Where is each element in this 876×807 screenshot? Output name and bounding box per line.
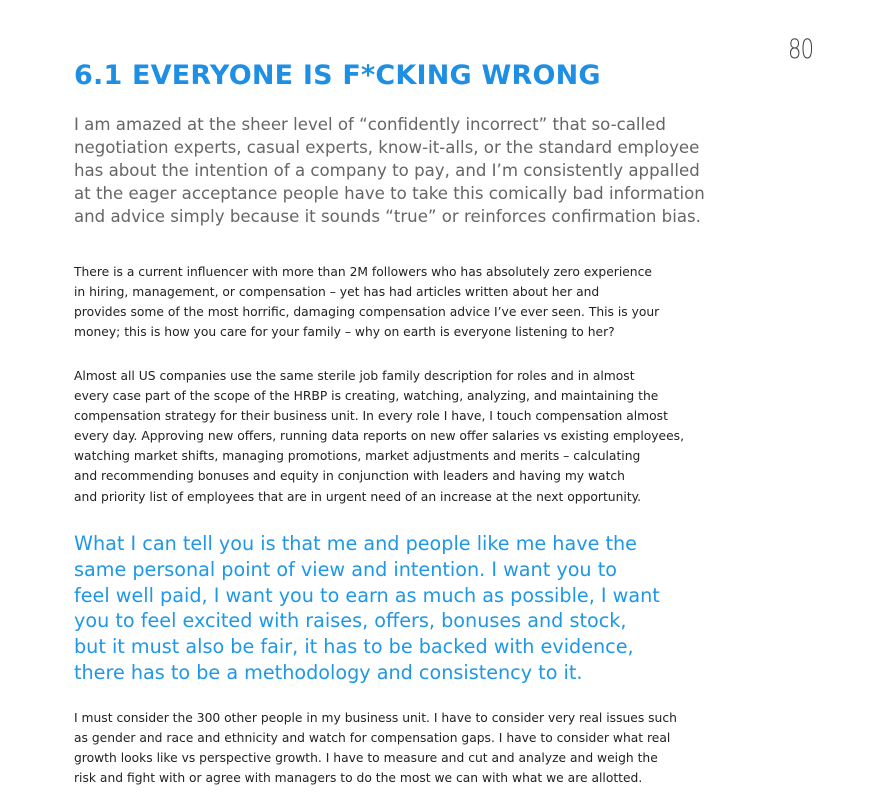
body-line: I must consider the 300 other people in my business unit. I have to consider very real issues such bbox=[74, 711, 677, 725]
body-line: money; this is how you care for your family – why on earth is everyone listening to her? bbox=[74, 325, 615, 340]
body-line: watching market shifts, managing promotions, market adjustments and merits – calculating bbox=[74, 449, 641, 464]
quote-line: What I can tell you is that me and people like me have the bbox=[74, 532, 637, 555]
section-title: 6.1 EVERYONE IS F*CKING WRONG bbox=[74, 60, 601, 91]
body-line: compensation strategy for their business unit. In every role I have, I touch compensation almost bbox=[74, 409, 668, 424]
body-line: Almost all US companies use the same sterile job family description for roles and in almost bbox=[74, 369, 635, 383]
body-paragraph-business-unit bbox=[74, 708, 714, 788]
body-line: risk and fight with or agree with managers to do the most we can with what we are allotted. bbox=[74, 771, 643, 786]
body-line: and recommending bonuses and equity in conjunction with leaders and having my watch bbox=[74, 469, 625, 484]
body-line: provides some of the most horrific, damaging compensation advice I’ve ever seen. This is your bbox=[74, 305, 660, 320]
intro-line: negotiation experts, casual experts, know-it-alls, or the standard employee bbox=[74, 138, 700, 157]
body-line: growth looks like vs perspective growth. I have to measure and cut and analyze and weigh the bbox=[74, 751, 658, 766]
body-line: as gender and race and ethnicity and watch for compensation gaps. I have to consider what real bbox=[74, 731, 671, 746]
body-line: in hiring, management, or compensation – yet has had articles written about her and bbox=[74, 285, 600, 300]
body-line: every case part of the scope of the HRBP is creating, watching, analyzing, and maintaining the bbox=[74, 389, 659, 404]
body-paragraph-influencer bbox=[74, 262, 714, 342]
intro-line: has about the intention of a company to pay, and I’m consistently appalled bbox=[74, 161, 700, 180]
quote-line: but it must also be fair, it has to be backed with evidence, bbox=[74, 635, 634, 659]
quote-line: there has to be a methodology and consistency to it. bbox=[74, 660, 583, 684]
intro-paragraph bbox=[74, 113, 734, 228]
body-line: every day. Approving new offers, running data reports on new offer salaries vs existing employees, bbox=[74, 429, 684, 444]
quote-line: you to feel excited with raises, offers, bonuses and stock, bbox=[74, 609, 627, 633]
body-line: There is a current influencer with more than 2M followers who has absolutely zero experience bbox=[74, 265, 652, 279]
intro-line: I am amazed at the sheer level of “confidently incorrect” that so-called bbox=[74, 115, 666, 134]
intro-line: and advice simply because it sounds “true” or reinforces confirmation bias. bbox=[74, 207, 701, 226]
body-line: and priority list of employees that are in urgent need of an increase at the next opportunity. bbox=[74, 489, 642, 504]
intro-line: at the eager acceptance people have to take this comically bad information bbox=[74, 184, 705, 203]
pull-quote bbox=[74, 531, 714, 686]
page-number: 80 bbox=[788, 34, 814, 65]
quote-line: same personal point of view and intention. I want you to bbox=[74, 557, 617, 581]
quote-line: feel well paid, I want you to earn as much as possible, I want bbox=[74, 583, 660, 607]
body-paragraph-hrbp bbox=[74, 366, 714, 507]
